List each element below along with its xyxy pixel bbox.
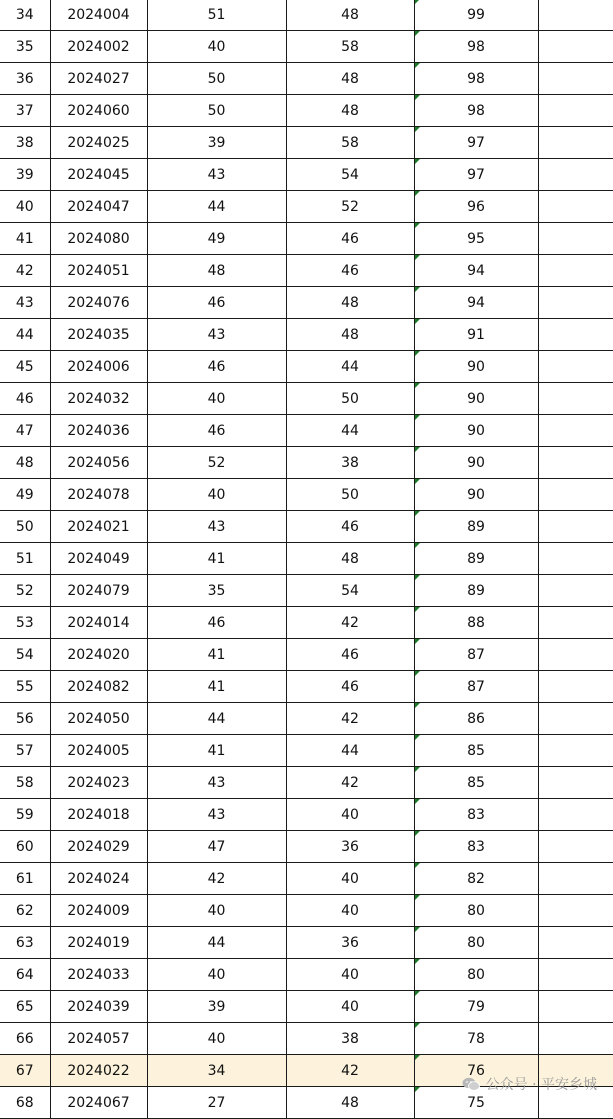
table-row	[0, 383, 613, 415]
cell-total[interactable]: 80	[414, 959, 538, 991]
cell-score-a[interactable]: 50	[147, 63, 286, 95]
cell-total[interactable]: 83	[414, 831, 538, 863]
cell-empty[interactable]	[538, 223, 613, 255]
cell-id[interactable]: 2024024	[50, 863, 147, 895]
cell-score-b[interactable]: 58	[286, 31, 414, 63]
cell-score-b[interactable]: 46	[286, 223, 414, 255]
cell-id[interactable]: 2024047	[50, 191, 147, 223]
cell-score-a[interactable]: 50	[147, 95, 286, 127]
cell-empty[interactable]	[538, 0, 613, 31]
table-row	[0, 31, 613, 63]
table-row	[0, 1023, 613, 1055]
cell-rank[interactable]: 42	[0, 255, 50, 287]
cell-rank[interactable]: 59	[0, 799, 50, 831]
cell-total[interactable]: 91	[414, 319, 538, 351]
cell-total[interactable]: 98	[414, 63, 538, 95]
cell-score-a[interactable]: 46	[147, 287, 286, 319]
table-row	[0, 959, 613, 991]
cell-score-a[interactable]: 47	[147, 831, 286, 863]
cell-empty[interactable]	[538, 351, 613, 383]
cell-empty[interactable]	[538, 991, 613, 1023]
cell-score-b[interactable]: 40	[286, 895, 414, 927]
cell-score-a[interactable]: 43	[147, 319, 286, 351]
cell-rank[interactable]: 45	[0, 351, 50, 383]
cell-empty[interactable]	[538, 703, 613, 735]
cell-rank[interactable]: 39	[0, 159, 50, 191]
cell-rank[interactable]: 63	[0, 927, 50, 959]
table-row	[0, 415, 613, 447]
table-row	[0, 511, 613, 543]
cell-total[interactable]: 76	[414, 1055, 538, 1087]
cell-score-a[interactable]: 46	[147, 351, 286, 383]
cell-empty[interactable]	[538, 671, 613, 703]
cell-score-b[interactable]: 50	[286, 479, 414, 511]
cell-id[interactable]: 2024009	[50, 895, 147, 927]
cell-score-b[interactable]: 36	[286, 831, 414, 863]
table-row	[0, 639, 613, 671]
cell-id[interactable]: 2024036	[50, 415, 147, 447]
cell-rank[interactable]: 62	[0, 895, 50, 927]
cell-empty[interactable]	[538, 479, 613, 511]
cell-rank[interactable]: 36	[0, 63, 50, 95]
cell-total[interactable]: 94	[414, 287, 538, 319]
cell-rank[interactable]: 56	[0, 703, 50, 735]
cell-score-a[interactable]: 52	[147, 447, 286, 479]
cell-id[interactable]: 2024020	[50, 639, 147, 671]
cell-score-a[interactable]: 46	[147, 607, 286, 639]
cell-score-b[interactable]: 42	[286, 1055, 414, 1087]
cell-score-b[interactable]: 42	[286, 703, 414, 735]
cell-empty[interactable]	[538, 159, 613, 191]
cell-score-a[interactable]: 34	[147, 1055, 286, 1087]
cell-total[interactable]: 94	[414, 255, 538, 287]
cell-score-a[interactable]: 43	[147, 799, 286, 831]
cell-score-a[interactable]: 46	[147, 415, 286, 447]
cell-total[interactable]: 90	[414, 383, 538, 415]
cell-score-b[interactable]: 48	[286, 319, 414, 351]
cell-id[interactable]: 2024039	[50, 991, 147, 1023]
cell-total[interactable]: 89	[414, 543, 538, 575]
table-row	[0, 991, 613, 1023]
cell-score-a[interactable]: 43	[147, 767, 286, 799]
cell-score-a[interactable]: 40	[147, 383, 286, 415]
cell-score-a[interactable]: 49	[147, 223, 286, 255]
cell-total[interactable]: 98	[414, 31, 538, 63]
table-row	[0, 735, 613, 767]
cell-total[interactable]: 90	[414, 479, 538, 511]
table-row	[0, 351, 613, 383]
cell-total[interactable]: 87	[414, 671, 538, 703]
cell-rank[interactable]: 61	[0, 863, 50, 895]
cell-id[interactable]: 2024078	[50, 479, 147, 511]
cell-rank[interactable]: 47	[0, 415, 50, 447]
cell-score-b[interactable]: 46	[286, 255, 414, 287]
cell-rank[interactable]: 68	[0, 1087, 50, 1119]
cell-score-b[interactable]: 46	[286, 511, 414, 543]
cell-id[interactable]: 2024021	[50, 511, 147, 543]
cell-score-b[interactable]: 44	[286, 415, 414, 447]
cell-rank[interactable]: 57	[0, 735, 50, 767]
cell-rank[interactable]: 53	[0, 607, 50, 639]
cell-rank[interactable]: 35	[0, 31, 50, 63]
cell-id[interactable]: 2024050	[50, 703, 147, 735]
cell-rank[interactable]: 49	[0, 479, 50, 511]
cell-score-a[interactable]: 39	[147, 991, 286, 1023]
cell-id[interactable]: 2024006	[50, 351, 147, 383]
cell-rank[interactable]: 40	[0, 191, 50, 223]
cell-id[interactable]: 2024018	[50, 799, 147, 831]
cell-total[interactable]: 85	[414, 767, 538, 799]
cell-empty[interactable]	[538, 799, 613, 831]
cell-id[interactable]: 2024014	[50, 607, 147, 639]
cell-empty[interactable]	[538, 511, 613, 543]
cell-total[interactable]: 96	[414, 191, 538, 223]
table-row	[0, 799, 613, 831]
cell-empty[interactable]	[538, 383, 613, 415]
cell-empty[interactable]	[538, 767, 613, 799]
cell-score-b[interactable]: 42	[286, 607, 414, 639]
cell-empty[interactable]	[538, 831, 613, 863]
cell-total[interactable]: 90	[414, 415, 538, 447]
cell-score-b[interactable]: 48	[286, 0, 414, 31]
cell-rank[interactable]: 54	[0, 639, 50, 671]
cell-score-a[interactable]: 42	[147, 863, 286, 895]
cell-score-b[interactable]: 48	[286, 1087, 414, 1119]
cell-score-a[interactable]: 44	[147, 191, 286, 223]
cell-score-b[interactable]: 46	[286, 639, 414, 671]
table-row	[0, 607, 613, 639]
cell-id[interactable]: 2024025	[50, 127, 147, 159]
cell-score-b[interactable]: 38	[286, 447, 414, 479]
cell-empty[interactable]	[538, 127, 613, 159]
cell-score-b[interactable]: 48	[286, 287, 414, 319]
cell-score-a[interactable]: 41	[147, 543, 286, 575]
table-row	[0, 767, 613, 799]
cell-total[interactable]: 82	[414, 863, 538, 895]
table-row	[0, 319, 613, 351]
cell-score-a[interactable]: 40	[147, 895, 286, 927]
cell-total[interactable]: 89	[414, 511, 538, 543]
cell-empty[interactable]	[538, 95, 613, 127]
cell-empty[interactable]	[538, 447, 613, 479]
cell-score-a[interactable]: 35	[147, 575, 286, 607]
cell-id[interactable]: 2024049	[50, 543, 147, 575]
table-row	[0, 0, 613, 31]
cell-total[interactable]: 86	[414, 703, 538, 735]
cell-empty[interactable]	[538, 319, 613, 351]
cell-score-a[interactable]: 40	[147, 31, 286, 63]
cell-rank[interactable]: 48	[0, 447, 50, 479]
cell-empty[interactable]	[538, 1023, 613, 1055]
cell-id[interactable]: 2024023	[50, 767, 147, 799]
cell-empty[interactable]	[538, 287, 613, 319]
cell-score-b[interactable]: 40	[286, 799, 414, 831]
cell-empty[interactable]	[538, 63, 613, 95]
cell-total[interactable]: 97	[414, 127, 538, 159]
cell-score-a[interactable]: 48	[147, 255, 286, 287]
cell-id[interactable]: 2024056	[50, 447, 147, 479]
watermark	[462, 1074, 597, 1094]
cell-score-b[interactable]: 42	[286, 767, 414, 799]
cell-id[interactable]: 2024079	[50, 575, 147, 607]
cell-score-b[interactable]: 44	[286, 735, 414, 767]
cell-id[interactable]: 2024057	[50, 1023, 147, 1055]
cell-score-b[interactable]: 50	[286, 383, 414, 415]
cell-score-a[interactable]: 44	[147, 927, 286, 959]
cell-score-b[interactable]: 52	[286, 191, 414, 223]
cell-rank[interactable]: 64	[0, 959, 50, 991]
cell-empty[interactable]	[538, 255, 613, 287]
cell-empty[interactable]	[538, 639, 613, 671]
table-row	[0, 447, 613, 479]
cell-score-a[interactable]: 39	[147, 127, 286, 159]
cell-total[interactable]: 98	[414, 95, 538, 127]
cell-total[interactable]: 80	[414, 895, 538, 927]
cell-total[interactable]: 87	[414, 639, 538, 671]
cell-rank[interactable]: 66	[0, 1023, 50, 1055]
cell-id[interactable]: 2024051	[50, 255, 147, 287]
cell-score-b[interactable]: 48	[286, 63, 414, 95]
table-row	[0, 63, 613, 95]
cell-score-a[interactable]: 27	[147, 1087, 286, 1119]
watermark-text: 公众号 · 平安乡城	[485, 1077, 597, 1093]
cell-rank[interactable]: 51	[0, 543, 50, 575]
cell-empty[interactable]	[538, 959, 613, 991]
cell-total[interactable]: 99	[414, 0, 538, 31]
cell-score-b[interactable]: 40	[286, 863, 414, 895]
cell-rank[interactable]: 34	[0, 0, 50, 31]
cell-empty[interactable]	[538, 575, 613, 607]
cell-score-a[interactable]: 40	[147, 479, 286, 511]
cell-id[interactable]: 2024082	[50, 671, 147, 703]
table-row	[0, 95, 613, 127]
cell-rank[interactable]: 38	[0, 127, 50, 159]
cell-rank[interactable]: 50	[0, 511, 50, 543]
cell-id[interactable]: 2024022	[50, 1055, 147, 1087]
cell-rank[interactable]: 67	[0, 1055, 50, 1087]
cell-score-b[interactable]: 38	[286, 1023, 414, 1055]
cell-score-a[interactable]: 41	[147, 735, 286, 767]
cell-score-b[interactable]: 40	[286, 991, 414, 1023]
table-row	[0, 127, 613, 159]
cell-score-a[interactable]: 41	[147, 671, 286, 703]
cell-id[interactable]: 2024035	[50, 319, 147, 351]
cell-id[interactable]: 2024076	[50, 287, 147, 319]
cell-score-b[interactable]: 44	[286, 351, 414, 383]
cell-rank[interactable]: 52	[0, 575, 50, 607]
cell-empty[interactable]	[538, 927, 613, 959]
cell-score-b[interactable]: 40	[286, 959, 414, 991]
cell-score-b[interactable]: 36	[286, 927, 414, 959]
cell-total[interactable]: 90	[414, 351, 538, 383]
cell-total[interactable]: 90	[414, 447, 538, 479]
cell-rank[interactable]: 41	[0, 223, 50, 255]
cell-score-a[interactable]: 40	[147, 1023, 286, 1055]
cell-rank[interactable]: 37	[0, 95, 50, 127]
cell-score-a[interactable]: 43	[147, 511, 286, 543]
cell-total[interactable]: 85	[414, 735, 538, 767]
table-row	[0, 575, 613, 607]
cell-score-b[interactable]: 54	[286, 575, 414, 607]
cell-total[interactable]: 83	[414, 799, 538, 831]
cell-score-b[interactable]: 58	[286, 127, 414, 159]
table-row	[0, 543, 613, 575]
cell-empty[interactable]	[538, 607, 613, 639]
cell-empty[interactable]	[538, 735, 613, 767]
cell-rank[interactable]: 55	[0, 671, 50, 703]
cell-total[interactable]: 89	[414, 575, 538, 607]
cell-score-a[interactable]: 51	[147, 0, 286, 31]
table-row	[0, 287, 613, 319]
cell-rank[interactable]: 43	[0, 287, 50, 319]
cell-score-b[interactable]: 54	[286, 159, 414, 191]
cell-empty[interactable]	[538, 543, 613, 575]
cell-id[interactable]: 2024019	[50, 927, 147, 959]
cell-id[interactable]: 2024029	[50, 831, 147, 863]
cell-rank[interactable]: 58	[0, 767, 50, 799]
cell-empty[interactable]	[538, 895, 613, 927]
wechat-icon	[462, 1077, 480, 1091]
table-row	[0, 927, 613, 959]
table-row	[0, 255, 613, 287]
cell-score-b[interactable]: 48	[286, 543, 414, 575]
table-row	[0, 223, 613, 255]
table-row	[0, 895, 613, 927]
cell-id[interactable]: 2024033	[50, 959, 147, 991]
cell-id[interactable]: 2024067	[50, 1087, 147, 1119]
cell-total[interactable]: 75	[414, 1087, 538, 1119]
cell-total[interactable]: 97	[414, 159, 538, 191]
table-row	[0, 703, 613, 735]
cell-empty[interactable]	[538, 415, 613, 447]
cell-score-b[interactable]: 46	[286, 671, 414, 703]
cell-total[interactable]: 79	[414, 991, 538, 1023]
cell-id[interactable]: 2024002	[50, 31, 147, 63]
cell-rank[interactable]: 65	[0, 991, 50, 1023]
cell-score-b[interactable]: 48	[286, 95, 414, 127]
cell-id[interactable]: 2024080	[50, 223, 147, 255]
cell-rank[interactable]: 60	[0, 831, 50, 863]
cell-total[interactable]: 95	[414, 223, 538, 255]
cell-empty[interactable]	[538, 31, 613, 63]
cell-id[interactable]: 2024004	[50, 0, 147, 31]
table-row	[0, 159, 613, 191]
table-row	[0, 831, 613, 863]
cell-rank[interactable]: 44	[0, 319, 50, 351]
cell-id[interactable]: 2024045	[50, 159, 147, 191]
table-row	[0, 863, 613, 895]
cell-total[interactable]: 88	[414, 607, 538, 639]
cell-empty[interactable]	[538, 191, 613, 223]
cell-score-a[interactable]: 40	[147, 959, 286, 991]
table-row	[0, 479, 613, 511]
cell-score-a[interactable]: 44	[147, 703, 286, 735]
table-row	[0, 191, 613, 223]
cell-total[interactable]: 78	[414, 1023, 538, 1055]
cell-id[interactable]: 2024032	[50, 383, 147, 415]
cell-id[interactable]: 2024027	[50, 63, 147, 95]
cell-score-a[interactable]: 43	[147, 159, 286, 191]
cell-id[interactable]: 2024005	[50, 735, 147, 767]
cell-total[interactable]: 80	[414, 927, 538, 959]
cell-id[interactable]: 2024060	[50, 95, 147, 127]
table-row	[0, 671, 613, 703]
cell-rank[interactable]: 46	[0, 383, 50, 415]
cell-score-a[interactable]: 41	[147, 639, 286, 671]
cell-empty[interactable]	[538, 863, 613, 895]
